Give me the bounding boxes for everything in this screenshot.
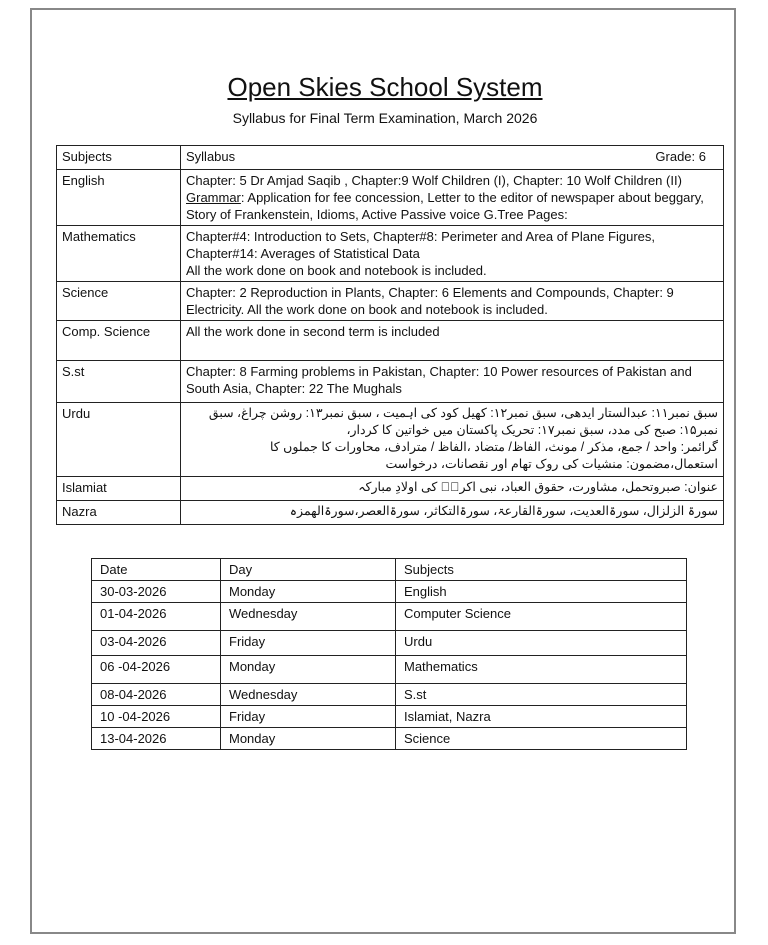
schedule-head-day: Day (221, 559, 396, 581)
schedule-date: 06 -04-2026 (92, 656, 221, 684)
header-subjects: Subjects (57, 146, 181, 170)
exam-subtitle: Syllabus for Final Term Examination, March 2026 (232, 110, 538, 126)
schedule-subject: S.st (396, 684, 687, 706)
schedule-row (92, 631, 687, 656)
schedule-subject: Computer Science (396, 603, 687, 631)
schedule-day: Wednesday (221, 684, 396, 706)
subject-comp: Comp. Science (57, 321, 181, 361)
schedule-day: Monday (221, 581, 396, 603)
schedule-subject: Urdu (396, 631, 687, 656)
syllabus-english (181, 170, 724, 226)
syllabus-header-row (57, 146, 724, 170)
english-grammar (186, 189, 718, 223)
subject-math: Mathematics (57, 226, 181, 282)
syllabus-row-english (57, 170, 724, 226)
math-chapters: Chapter#4: Introduction to Sets, Chapter#8: Perimeter and Area of Plane Figures, Chapter#14: Averages of Statistical Data (186, 229, 655, 261)
schedule-date: 01-04-2026 (92, 603, 221, 631)
schedule-subject: Science (396, 728, 687, 750)
schedule-row (92, 728, 687, 750)
grammar-text: : Application for fee concession, Letter to the editor of newspaper about beggary, Story of Frankenstein, Idioms, Active Passive voice G.Tree Pages: (186, 190, 704, 222)
subject-sst: S.st (57, 361, 181, 403)
schedule-date: 03-04-2026 (92, 631, 221, 656)
schedule-row (92, 603, 687, 631)
subject-nazra: Nazra (57, 501, 181, 525)
syllabus-row-comp (57, 321, 724, 361)
syllabus-row-science (57, 282, 724, 321)
schedule-row (92, 684, 687, 706)
syllabus-table (56, 145, 724, 525)
syllabus-row-islamiat (57, 477, 724, 501)
schedule-subject: Mathematics (396, 656, 687, 684)
schedule-head-subjects: Subjects (396, 559, 687, 581)
syllabus-math (181, 226, 724, 282)
syllabus-nazra: سورۃ الزلزال، سورۃالعدیت، سورۃالقارعۃ، سورۃالتکاثر، سورۃالعصر،سورۃالھمزہ (181, 501, 724, 525)
syllabus-islamiat: عنوان: صبروتحمل، مشاورت، حقوق العباد، نبی اکرمؐ کی اولادِ مبارکہ (181, 477, 724, 501)
english-chapters: Chapter: 5 Dr Amjad Saqib , Chapter:9 Wolf Children (I), Chapter: 10 Wolf Children (II) (186, 173, 682, 188)
subject-islamiat: Islamiat (57, 477, 181, 501)
syllabus-urdu (181, 403, 724, 477)
schedule-date: 13-04-2026 (92, 728, 221, 750)
subject-english: English (57, 170, 181, 226)
subject-urdu: Urdu (57, 403, 181, 477)
schedule-subject: Islamiat, Nazra (396, 706, 687, 728)
schedule-day: Friday (221, 706, 396, 728)
header-grade: Grade: 6 (655, 149, 706, 164)
schedule-row (92, 706, 687, 728)
syllabus-science: Chapter: 2 Reproduction in Plants, Chapter: 6 Elements and Compounds, Chapter: 9 Electricity. All the work done on book and notebook is included. (181, 282, 724, 321)
schedule-header-row (92, 559, 687, 581)
schedule-date: 08-04-2026 (92, 684, 221, 706)
math-note: All the work done on book and notebook is included. (186, 263, 487, 278)
schedule-date: 30-03-2026 (92, 581, 221, 603)
schedule-date: 10 -04-2026 (92, 706, 221, 728)
syllabus-row-nazra (57, 501, 724, 525)
schedule-row (92, 581, 687, 603)
schedule-head-date: Date (92, 559, 221, 581)
schedule-day: Friday (221, 631, 396, 656)
schedule-row (92, 656, 687, 684)
schedule-day: Wednesday (221, 603, 396, 631)
syllabus-row-sst (57, 361, 724, 403)
header-syllabus: Syllabus (186, 149, 236, 164)
syllabus-row-urdu (57, 403, 724, 477)
school-title: Open Skies School System (227, 72, 543, 102)
syllabus-row-math (57, 226, 724, 282)
syllabus-sst: Chapter: 8 Farming problems in Pakistan, Chapter: 10 Power resources of Pakistan and South Asia, Chapter: 22 The Mughals (181, 361, 724, 403)
schedule-subject: English (396, 581, 687, 603)
subject-science: Science (57, 282, 181, 321)
urdu-grammar: گرائمر: واحد / جمع، مذکر / مونث، الفاظ/ متضاد ،الفاظ / مترادف، محاورات کا جملوں کا استعمال،مضمون: منشیات کی روک تھام اور نقصانات، درخواست (269, 440, 718, 471)
urdu-lessons: سبق نمبر۱۱: عبدالستار ایدھی، سبق نمبر۱۲: کھیل کود کی اہمیت ، سبق نمبر۱۳: روشن چراغ، سبق نمبر۱۵: صبح کی مدد، سبق نمبر۱۷: تحریک پاکستان میں خواتین کا کردار، (208, 406, 718, 437)
exam-schedule-table (91, 558, 687, 750)
header-syllabus-cell (181, 146, 724, 170)
schedule-day: Monday (221, 656, 396, 684)
grammar-label: Grammar (186, 190, 241, 205)
document-page (30, 8, 736, 934)
syllabus-comp: All the work done in second term is included (181, 321, 724, 361)
schedule-day: Monday (221, 728, 396, 750)
